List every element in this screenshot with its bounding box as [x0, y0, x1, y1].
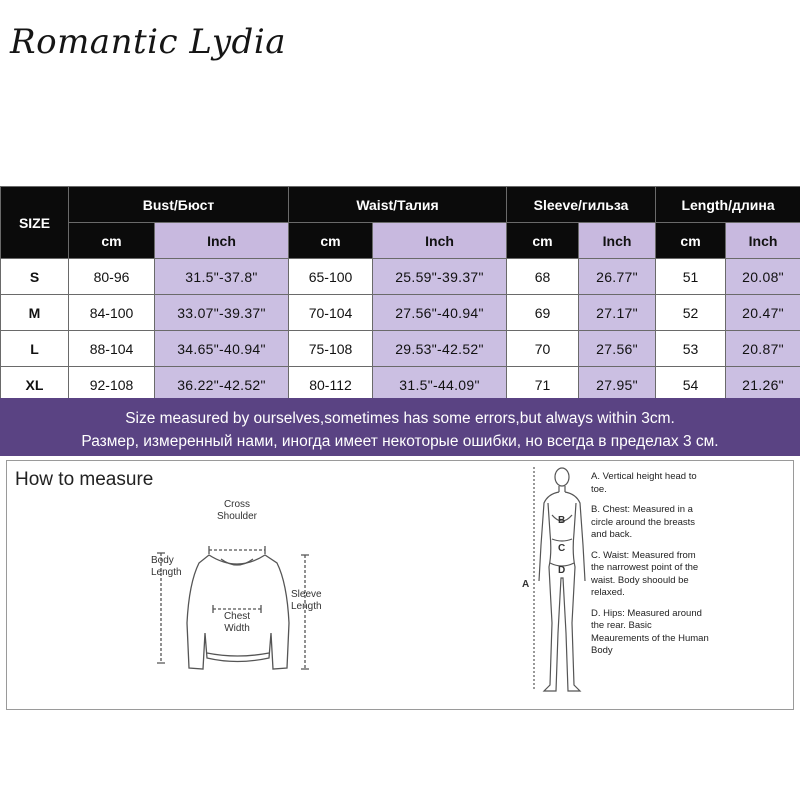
- measurement-note-banner: [0, 398, 800, 456]
- length-cm-header: cm: [656, 223, 726, 259]
- length-cm: 53: [656, 331, 726, 367]
- sleeve-inch: 26.77": [579, 259, 656, 295]
- sleeve-cm: 71: [507, 367, 579, 403]
- length-cm: 51: [656, 259, 726, 295]
- waist-cm: 65-100: [289, 259, 373, 295]
- length-cm: 54: [656, 367, 726, 403]
- bust-inch: 33.07"-39.37": [155, 295, 289, 331]
- sleeve-inch: 27.17": [579, 295, 656, 331]
- sleeve-length-label-2: Length: [291, 601, 322, 612]
- letter-d: D: [558, 565, 566, 576]
- body-length-label-1: Body: [151, 555, 174, 566]
- size-chart-table: [0, 186, 800, 403]
- size-label: XL: [1, 367, 69, 403]
- legend-item-c: C. Waist: Measured from the narrowest point of the waist. Body shoould be relaxed.: [591, 549, 699, 598]
- length-header: Length/длина: [656, 187, 800, 223]
- table-row: [1, 259, 800, 295]
- letter-b: B: [558, 515, 566, 526]
- waist-cm: 80-112: [289, 367, 373, 403]
- waist-inch: 29.53"-42.52": [373, 331, 507, 367]
- bust-inch-header: Inch: [155, 223, 289, 259]
- waist-cm: 75-108: [289, 331, 373, 367]
- bust-inch: 36.22"-42.52": [155, 367, 289, 403]
- cross-shoulder-label-1: Cross: [223, 499, 251, 510]
- waist-inch: 31.5"-44.09": [373, 367, 507, 403]
- body-figure-diagram: [522, 463, 592, 703]
- length-cm: 52: [656, 295, 726, 331]
- letter-c: C: [558, 543, 566, 554]
- sleeve-header: Sleeve/гильза: [507, 187, 656, 223]
- waist-inch: 25.59"-39.37": [373, 259, 507, 295]
- waist-cm-header: cm: [289, 223, 373, 259]
- table-row: [1, 331, 800, 367]
- bust-cm: 88-104: [69, 331, 155, 367]
- sleeve-cm: 69: [507, 295, 579, 331]
- waist-header: Waist/Талия: [289, 187, 507, 223]
- length-inch: 21.26": [726, 367, 800, 403]
- cross-shoulder-label-2: Shoulder: [216, 511, 258, 522]
- sleeve-cm: 68: [507, 259, 579, 295]
- waist-cm: 70-104: [289, 295, 373, 331]
- sleeve-inch-header: Inch: [579, 223, 656, 259]
- waist-inch: 27.56"-40.94": [373, 295, 507, 331]
- length-inch-header: Inch: [726, 223, 800, 259]
- bust-cm-header: cm: [69, 223, 155, 259]
- waist-inch-header: Inch: [373, 223, 507, 259]
- length-inch: 20.47": [726, 295, 800, 331]
- sleeve-cm-header: cm: [507, 223, 579, 259]
- size-label: L: [1, 331, 69, 367]
- sweater-diagram: [137, 493, 337, 693]
- bust-cm: 92-108: [69, 367, 155, 403]
- note-english: Size measured by ourselves,sometimes has some errors,but always within 3cm.: [125, 410, 675, 427]
- chest-width-label-1: Chest: [223, 611, 251, 622]
- size-label: S: [1, 259, 69, 295]
- how-to-measure-panel: [6, 460, 794, 710]
- bust-cm: 84-100: [69, 295, 155, 331]
- sleeve-cm: 70: [507, 331, 579, 367]
- bust-inch: 31.5"-37.8": [155, 259, 289, 295]
- legend-item-a: A. Vertical height head to toe.: [591, 471, 697, 495]
- sleeve-inch: 27.56": [579, 331, 656, 367]
- sleeve-inch: 27.95": [579, 367, 656, 403]
- letter-a: A: [522, 579, 530, 590]
- legend-item-b: B. Chest: Measured in a circle around the breasts and back.: [591, 504, 696, 540]
- body-length-label-2: Length: [151, 567, 182, 578]
- brand-logo: Romantic Lydia: [10, 22, 286, 62]
- legend-item-d: D. Hips: Measured around the rear. Basic Meaurements of the Human Body: [591, 607, 709, 656]
- size-label: M: [1, 295, 69, 331]
- size-header: SIZE: [1, 187, 69, 259]
- bust-header: Bust/Бюст: [69, 187, 289, 223]
- table-row: [1, 295, 800, 331]
- bust-inch: 34.65"-40.94": [155, 331, 289, 367]
- sleeve-length-label-1: Sleeve: [291, 589, 322, 600]
- measurement-legend: [591, 471, 711, 666]
- length-inch: 20.08": [726, 259, 800, 295]
- bust-cm: 80-96: [69, 259, 155, 295]
- note-russian: Размер, измеренный нами, иногда имеет некоторые ошибки, но всегда в пределах 3 см.: [81, 433, 719, 450]
- length-inch: 20.87": [726, 331, 800, 367]
- chest-width-label-2: Width: [224, 623, 250, 634]
- how-to-measure-title: How to measure: [15, 469, 154, 490]
